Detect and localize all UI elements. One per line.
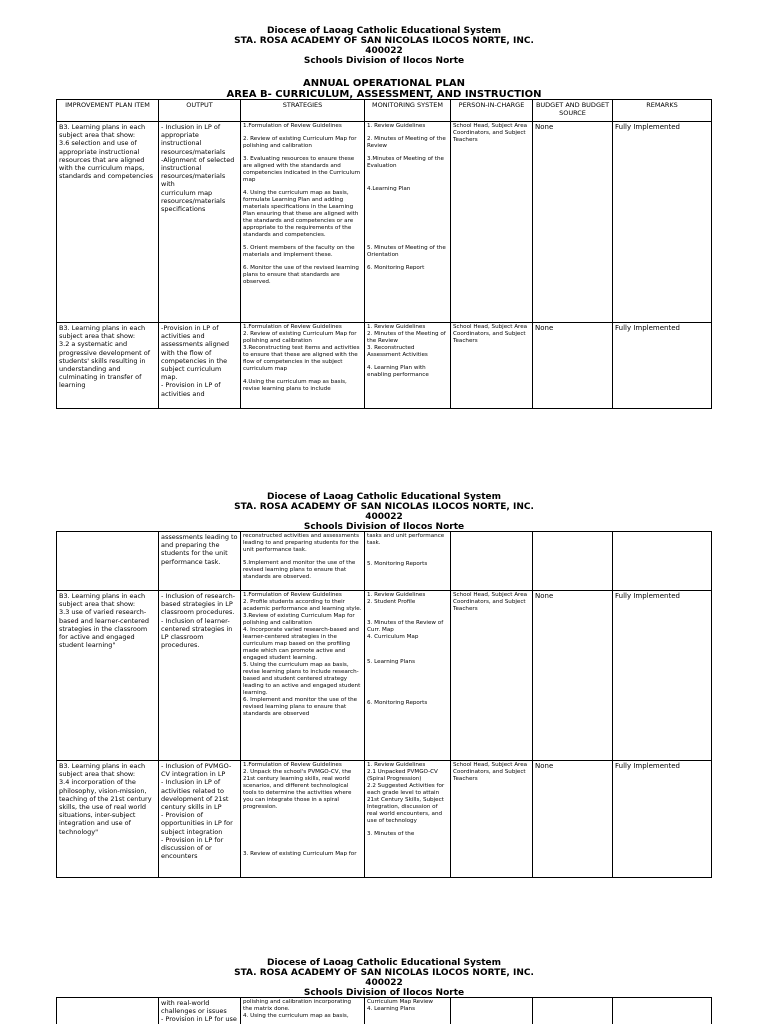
monitoring-item: 2. Minutes of the Meeting of the Review — [367, 331, 446, 344]
monitoring-item: tasks and unit performance task. — [367, 533, 445, 546]
strategy-step: 2. Unpack the school's PVMGO-CV, the 21st century learning skills, real world scenarios, and different technological tools to determine the activities where you can integrate those in a spiral progression. — [243, 769, 352, 810]
page-3 — [0, 956, 768, 1024]
monitoring-item: 6. Monitoring Report — [367, 265, 425, 271]
cell-remarks: Fully Implemented — [613, 761, 712, 878]
strategy-step: 4. Incorporate varied research-based and learner-centered strategies in the curriculum map based on the profiling made which can promote active and engaged student learning. — [243, 627, 359, 661]
strategy-step: 5. Orient members of the faculty on the materials and implement these. — [243, 245, 355, 258]
cell-remarks — [613, 998, 712, 1024]
school-id: 400022 — [365, 978, 403, 988]
cell-person: School Head, Subject Area Coordinators, and Subject Teachers — [451, 122, 533, 323]
table-row — [57, 323, 712, 409]
diocese-name: Diocese of Laoag Catholic Educational System — [266, 26, 502, 36]
division-name: Schools Division of Ilocos Norte — [303, 522, 465, 532]
school-id: 400022 — [365, 512, 403, 522]
cell-strategies — [241, 323, 365, 409]
strategy-step: 4.Using the curriculum map as basis, revise learning plans to include — [243, 379, 347, 392]
strategy-step: 2. Review of existing Curriculum Map for polishing and calibration — [243, 136, 357, 149]
monitoring-item: 5. Learning Plans — [367, 659, 415, 665]
cell-output: - Inclusion of PVMGO-CV integration in LP - Inclusion in LP of activities related to development of 21st century skills in LP - Provision of opportunities in LP for subject integration - Provision in LP for discussion of or encounters — [159, 761, 241, 878]
cell-remarks: Fully Implemented — [613, 323, 712, 409]
monitoring-item: 4.Learning Plan — [367, 186, 411, 192]
monitoring-item: 1. Review Guidelines — [367, 592, 426, 598]
division-name: Schools Division of Ilocos Norte — [303, 988, 465, 998]
cell-person: School Head, Subject Area Coordinators, and Subject Teachers — [451, 591, 533, 761]
cell-remarks: Fully Implemented — [613, 122, 712, 323]
diocese-name: Diocese of Laoag Catholic Educational System — [266, 492, 502, 502]
strategy-step: 1.Formulation of Review Guidelines — [243, 762, 342, 768]
monitoring-item: 5. Minutes of Meeting of the Orientation — [367, 245, 446, 258]
table-row — [57, 998, 712, 1024]
cell-person — [451, 532, 533, 591]
monitoring-item: 1. Review Guidelines — [367, 762, 426, 768]
monitoring-item: 3. Minutes of the Review of Curr. Map — [367, 620, 444, 633]
strategy-step: 3.Reconstructing test items and activities to ensure that these are aligned with the flow of competencies in the subject curriculum map — [243, 345, 360, 372]
cell-item — [57, 998, 159, 1024]
column-header-monitoring: MONITORING SYSTEM — [365, 100, 451, 122]
monitoring-item: 1. Review Guidelines — [367, 324, 426, 330]
school-name: STA. ROSA ACADEMY OF SAN NICOLAS ILOCOS NORTE, INC. — [234, 36, 534, 46]
monitoring-item: 2. Student Profile — [367, 599, 416, 605]
cell-budget — [533, 532, 613, 591]
cell-output: - Inclusion of research-based strategies in LP classroom procedures. - Inclusion of learner-centered strategies in LP classroom procedures. — [159, 591, 241, 761]
column-header-strategies: STRATEGIES — [241, 100, 365, 122]
area-title: AREA B- CURRICULUM, ASSESSMENT, AND INSTRUCTION — [226, 89, 542, 100]
strategy-step: 5.Implement and monitor the use of the revised learning plans to ensure that standards are observed. — [243, 560, 356, 580]
column-header-remarks: REMARKS — [613, 100, 712, 122]
table-header-row — [57, 100, 712, 122]
page-2 — [0, 490, 768, 890]
strategy-step: 4. Using the curriculum map as basis, formulate Learning Plan and adding materials specifications in the Learning Plan ensuring that these are aligned with the standards and competencies or are appropriate to the requirements of the standards and competencies. — [243, 190, 359, 238]
cell-budget: None — [533, 122, 613, 323]
cell-item — [57, 532, 159, 591]
monitoring-item: 6. Monitoring Reports — [367, 700, 428, 706]
monitoring-item: 4. Learning Plan with enabling performance — [367, 365, 429, 378]
cell-strategies — [241, 122, 365, 323]
cell-person: School Head, Subject Area Coordinators, and Subject Teachers — [451, 323, 533, 409]
monitoring-item: 3. Reconstructed Assessment Activities — [367, 345, 428, 358]
operational-plan-table — [56, 531, 712, 878]
diocese-name: Diocese of Laoag Catholic Educational System — [266, 958, 502, 968]
cell-monitoring — [365, 591, 451, 761]
school-id: 400022 — [365, 46, 403, 56]
cell-item: B3. Learning plans in each subject area that show: 3.2 a systematic and progressive development of students' skills resulting in understanding and culminating in transfer of learning — [57, 323, 159, 409]
cell-strategies — [241, 591, 365, 761]
cell-remarks: Fully Implemented — [613, 591, 712, 761]
column-header-budget: BUDGET AND BUDGET SOURCE — [533, 100, 613, 122]
page-header — [0, 26, 768, 66]
cell-person — [451, 998, 533, 1024]
strategy-step: 2. Profile students according to their academic performance and learning style. — [243, 599, 362, 612]
cell-monitoring — [365, 761, 451, 878]
column-header-person: PERSON-IN-CHARGE — [451, 100, 533, 122]
cell-monitoring — [365, 532, 451, 591]
page-header — [0, 958, 768, 998]
school-name: STA. ROSA ACADEMY OF SAN NICOLAS ILOCOS NORTE, INC. — [234, 968, 534, 978]
school-name: STA. ROSA ACADEMY OF SAN NICOLAS ILOCOS NORTE, INC. — [234, 502, 534, 512]
table-row — [57, 122, 712, 323]
cell-budget: None — [533, 323, 613, 409]
cell-item: B3. Learning plans in each subject area that show: 3.6 selection and use of appropriate instructional resources that are aligned with the curriculum maps, standards and competencies — [57, 122, 159, 323]
cell-budget: None — [533, 761, 613, 878]
cell-budget: None — [533, 591, 613, 761]
strategy-step: 3. Review of existing Curriculum Map for — [243, 851, 357, 857]
cell-strategies: polishing and calibration incorporating the matrix done. 4. Using the curriculum map as basis, — [241, 998, 365, 1024]
strategy-step: 5. Using the curriculum map as basis, revise learning plans to include research-based and student centered strategy leading to an active and engaged student learning. — [243, 662, 361, 696]
page-header — [0, 492, 768, 532]
division-name: Schools Division of Ilocos Norte — [303, 56, 465, 66]
page-1 — [0, 0, 768, 420]
table-row — [57, 591, 712, 761]
cell-strategies — [241, 532, 365, 591]
strategy-step: 1.Formulation of Review Guidelines — [243, 592, 342, 598]
monitoring-item: 3.Minutes of Meeting of the Evaluation — [367, 156, 444, 169]
cell-strategies — [241, 761, 365, 878]
cell-item: B3. Learning plans in each subject area that show: 3.4 incorporation of the philosophy, vision-mission, teaching of the 21st century skills, the use of real world situations, inter-subject integration and use of technology" — [57, 761, 159, 878]
cell-output: with real-world challenges or issues - Provision in LP for use — [159, 998, 241, 1024]
strategy-step: 6. Implement and monitor the use of the revised learning plans to ensure that standards are observed — [243, 697, 358, 717]
cell-monitoring — [365, 122, 451, 323]
monitoring-item: 2. Minutes of Meeting of the Review — [367, 136, 446, 149]
monitoring-item: 4. Curriculum Map — [367, 634, 419, 640]
cell-output: - Inclusion in LP of appropriate instructional resources/materials -Alignment of selected instructional resources/materials with curriculum map resources/materials specifications — [159, 122, 241, 323]
plan-heading — [0, 78, 768, 100]
cell-remarks — [613, 532, 712, 591]
monitoring-item: 5. Monitoring Reports — [367, 561, 428, 567]
monitoring-item: 3. Minutes of the — [367, 831, 415, 837]
strategy-step: 1.Formulation of Review Guidelines — [243, 324, 342, 330]
table-row — [57, 761, 712, 878]
monitoring-item: 2.1 Unpacked PVMGO-CV (Spiral Progression) — [367, 769, 438, 782]
cell-budget — [533, 998, 613, 1024]
strategy-step: 2. Review of existing Curriculum Map for polishing and calibration — [243, 331, 357, 344]
monitoring-item: 2.2 Suggested Activities for each grade level to attain 21st Century Skills, Subject Integration, discussion of real world encounters, and use of technology — [367, 783, 445, 824]
cell-person: School Head, Subject Area Coordinators, and Subject Teachers — [451, 761, 533, 878]
operational-plan-table — [56, 997, 712, 1024]
cell-item: B3. Learning plans in each subject area that show: 3.3 use of varied research-based and learner-centered strategies in the classroom for active and engaged student learning" — [57, 591, 159, 761]
strategy-step: 3.Review of existing Curriculum Map for polishing and calibration — [243, 613, 355, 626]
strategy-step: 3. Evaluating resources to ensure these are aligned with the standards and competencies indicated in the Curriculum map — [243, 156, 361, 183]
plan-title: ANNUAL OPERATIONAL PLAN — [302, 78, 466, 89]
column-header-output: OUTPUT — [159, 100, 241, 122]
monitoring-item: 1. Review Guidelines — [367, 123, 426, 129]
cell-monitoring: Curriculum Map Review 4. Learning Plans — [365, 998, 451, 1024]
cell-output: assessments leading to and preparing the students for the unit performance task. — [159, 532, 241, 591]
strategy-step: reconstructed activities and assessments leading to and preparing students for the unit performance task. — [243, 533, 360, 553]
cell-output: -Provision in LP of activities and assessments aligned with the flow of competencies in the subject curriculum map. - Provision in LP of activities and — [159, 323, 241, 409]
operational-plan-table — [56, 99, 712, 409]
strategy-step: 1.Formulation of Review Guidelines — [243, 123, 342, 129]
strategy-step: 6. Monitor the use of the revised learning plans to ensure that standards are observed. — [243, 265, 359, 285]
column-header-item: IMPROVEMENT PLAN ITEM — [57, 100, 159, 122]
table-row — [57, 532, 712, 591]
cell-monitoring — [365, 323, 451, 409]
